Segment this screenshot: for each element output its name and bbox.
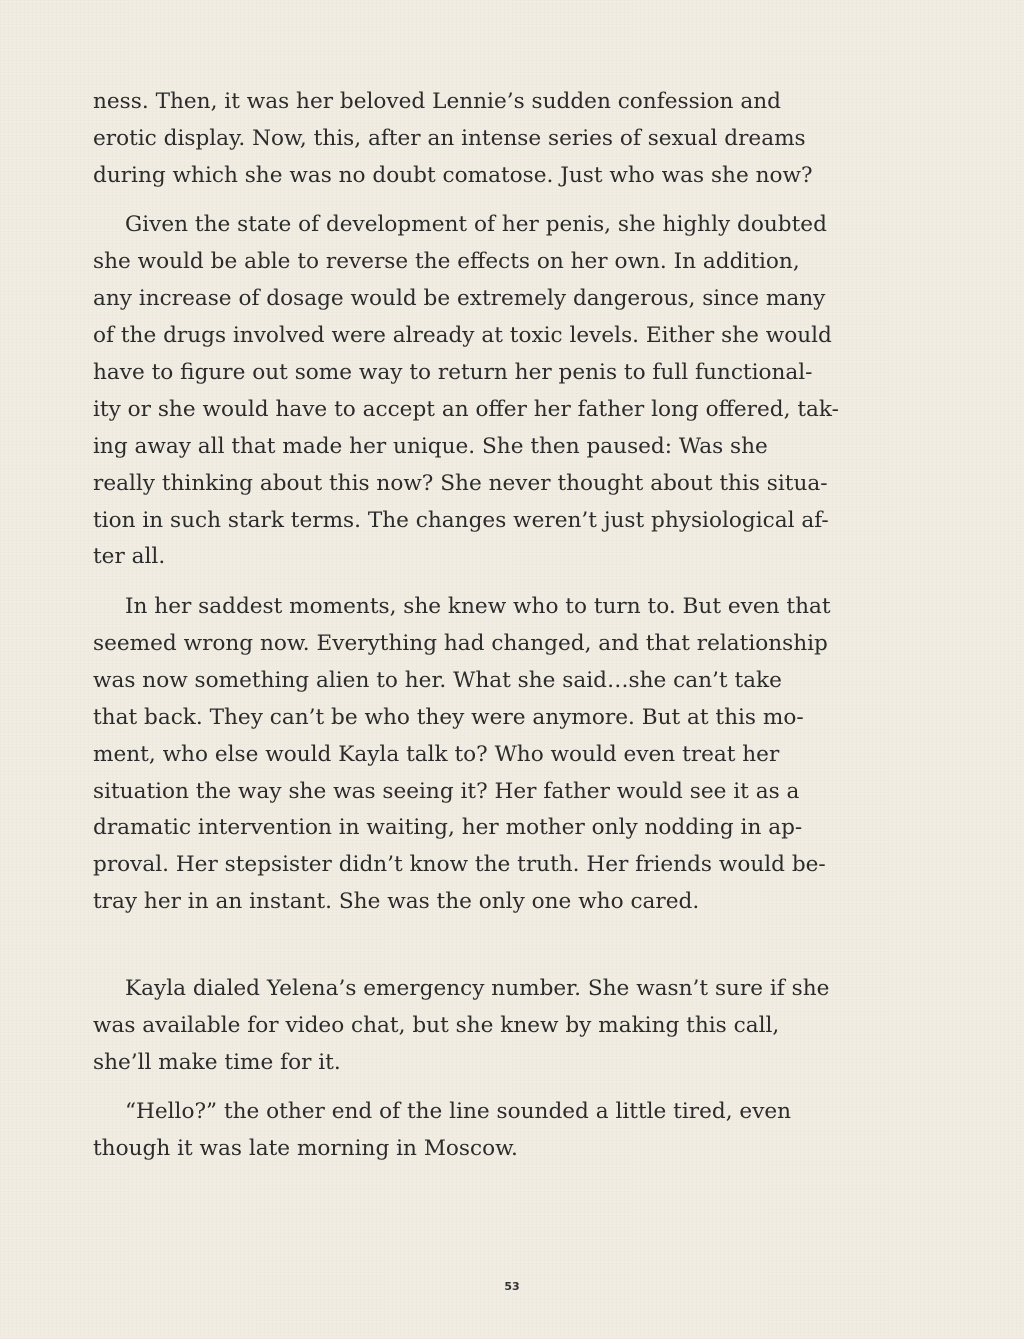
text-line: “Hello?” the other end of the line sounded a little tired, even (125, 1099, 792, 1125)
text-line: ity or she would have to accept an offer her father long offered, tak- (93, 396, 839, 422)
text-line: ter all. (93, 544, 166, 570)
text-line: really thinking about this now? She never thought about this situa- (93, 470, 828, 496)
page-number: 53 (504, 1280, 520, 1293)
text-line: have to figure out some way to return her penis to full functional- (93, 359, 813, 385)
text-line: Kayla dialed Yelena’s emergency number. She wasn’t sure if she (125, 975, 830, 1001)
paragraph-2 (93, 207, 933, 576)
text-line: erotic display. Now, this, after an intense series of sexual dreams (93, 125, 806, 151)
paragraph-1 (93, 84, 933, 195)
text-line: of the drugs involved were already at toxic levels. Either she would (93, 323, 832, 349)
text-line: though it was late morning in Moscow. (93, 1135, 518, 1161)
text-line: was available for video chat, but she knew by making this call, (93, 1012, 780, 1038)
paragraph-3 (93, 589, 933, 921)
text-line: situation the way she was seeing it? Her father would see it as a (93, 778, 800, 804)
text-line: ness. Then, it was her beloved Lennie’s sudden confession and (93, 89, 781, 114)
text-line: any increase of dosage would be extremely dangerous, since many (93, 286, 826, 312)
text-line: during which she was no doubt comatose. Just who was she now? (93, 162, 813, 188)
text-line: that back. They can’t be who they were anymore. But at this mo- (93, 704, 804, 730)
paragraph-5 (93, 1094, 933, 1168)
text-line: she would be able to reverse the effects on her own. In addition, (93, 249, 800, 275)
text-line: ing away all that made her unique. She then paused: Was she (93, 433, 768, 459)
scene-break (93, 921, 933, 971)
text-line: Given the state of development of her penis, she highly doubted (125, 212, 827, 238)
text-line: seemed wrong now. Everything had changed, and that relationship (93, 630, 828, 656)
text-line: was now something alien to her. What she said…she can’t take (93, 667, 782, 693)
text-line: ment, who else would Kayla talk to? Who would even treat her (93, 741, 780, 767)
text-line: tray her in an instant. She was the only one who cared. (93, 889, 700, 915)
text-line: she’ll make time for it. (93, 1049, 341, 1075)
text-line: In her saddest moments, she knew who to turn to. But even that (125, 593, 831, 619)
body-text (93, 84, 933, 1168)
text-line: tion in such stark terms. The changes weren’t just physiological af- (93, 507, 829, 533)
paragraph-4 (93, 971, 933, 1082)
text-line: dramatic intervention in waiting, her mother only nodding in ap- (93, 815, 803, 841)
text-line: proval. Her stepsister didn’t know the truth. Her friends would be- (93, 852, 826, 878)
